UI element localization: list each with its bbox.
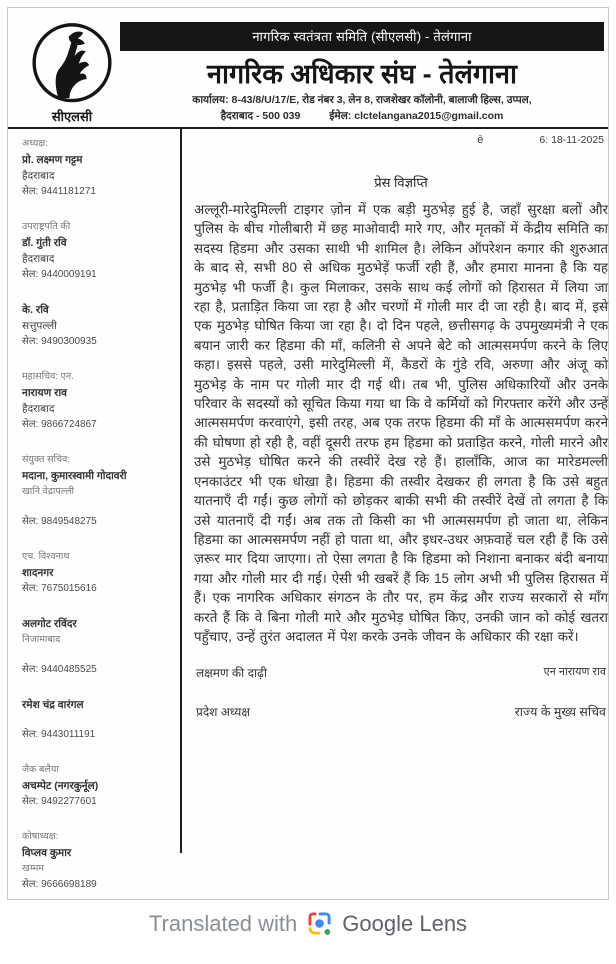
signatory-left <box>196 664 267 720</box>
officer-cell: सेल: 9490300935 <box>22 336 97 347</box>
signatory-title: राज्य के मुख्य सचिव <box>514 705 606 720</box>
address-city: हैदराबाद - 500 039 <box>220 110 301 123</box>
signatory-name: एन नारायण राव <box>543 666 606 679</box>
officer-cell: सेल: 9666698189 <box>22 879 97 890</box>
officer-role: महासचिव: एन. <box>22 371 74 382</box>
officer-cell: सेल: 9443011191 <box>22 729 96 740</box>
officer-entry <box>22 616 174 678</box>
officer-cell: सेल: 9440485525 <box>22 664 97 675</box>
letterhead-document <box>7 7 609 900</box>
officer-entry <box>22 452 174 530</box>
office-address <box>120 92 604 125</box>
officer-place: हैदराबाद <box>22 403 55 415</box>
date-row <box>194 134 608 146</box>
officer-cell: सेल: 9492277601 <box>22 796 97 807</box>
translated-with-label: Translated with <box>148 910 298 936</box>
google-lens-label: Google Lens <box>342 910 468 936</box>
officer-name: प्रो. लक्ष्मण गट्टम <box>22 154 83 166</box>
officer-place: निजामाबाद <box>22 634 61 645</box>
officer-entry <box>22 697 174 743</box>
officer-name: नारायण राव <box>22 387 68 399</box>
column-divider <box>180 129 182 853</box>
signatory-name: लक्षमण की दाढ़ी <box>196 666 267 681</box>
officer-place: हैदराबाद <box>22 170 55 182</box>
officer-place: खम्मम <box>22 863 44 874</box>
officer-place: शादनगर <box>22 567 54 579</box>
officer-cell: सेल: 9441181271 <box>22 186 96 197</box>
officer-cell: सेल: 9849548275 <box>22 516 97 527</box>
officer-entry <box>22 369 174 433</box>
organization-title: नागरिक अधिकार संघ - तेलंगाना <box>206 59 518 89</box>
officer-cell: सेल: 7675015616 <box>22 583 97 594</box>
officer-entry <box>22 302 174 350</box>
officer-cell: सेल: 9866724867 <box>22 419 97 430</box>
officer-entry <box>22 829 174 893</box>
officer-place: हैदराबाद <box>22 253 55 265</box>
address-line1: कार्यालय: 8-43/8/U/17/E, रोड नंबर 3, लेन 8, राजशेखर कॉलोनी, बालाजी हिल्स, उप्पल, <box>192 94 532 106</box>
logo-caption: सीएलसी <box>51 109 93 124</box>
google-lens-icon <box>306 910 333 937</box>
email-text: ईमेल: clctelangana2015@gmail.com <box>329 110 504 123</box>
officer-name: रमेश चंद्र वारंगल <box>22 699 84 711</box>
officer-role: कोषाध्यक्ष: <box>22 831 59 842</box>
officer-place: अचम्पेट (नगरकुर्नूल) <box>22 780 99 792</box>
officer-entry <box>22 219 174 283</box>
officer-name: मदाना, कुमारस्वामी गोदावरी <box>22 470 127 482</box>
officer-name: जैक बलैया <box>22 764 59 775</box>
officer-role: उपराष्ट्रपति की <box>22 221 71 232</box>
officer-name: अलगोट रविंदर <box>22 618 77 630</box>
officer-place: खानि वेद्रापल्ली <box>22 486 74 497</box>
officer-cell: सेल: 9440009191 <box>22 269 97 280</box>
officer-name: डॉ. गुंती रवि <box>22 237 67 249</box>
officer-name: एच. विश्वनाथ <box>22 551 70 562</box>
officer-name: के. रवि <box>22 304 49 316</box>
press-release-body <box>194 134 608 720</box>
officer-place: सत्तुपल्ली <box>22 320 57 332</box>
signatory-title: प्रदेश अध्यक्ष <box>196 705 250 720</box>
office-bearers-sidebar <box>22 136 174 912</box>
committee-banner: नागरिक स्वतंत्रता समिति (सीएलसी) - तेलंगाना <box>120 22 604 51</box>
press-release-heading: प्रेस विज्ञप्ति <box>374 175 428 190</box>
signatory-right <box>515 664 606 720</box>
google-lens-attribution <box>0 910 616 937</box>
officer-entry <box>22 136 174 200</box>
officer-entry <box>22 549 174 597</box>
signature-block <box>194 664 608 720</box>
header-divider <box>8 127 608 129</box>
officer-entry <box>22 762 174 810</box>
officer-role: अध्यक्ष: <box>22 138 48 149</box>
date-value: 6: 18-11-2025 <box>539 134 604 146</box>
clc-logo <box>24 18 120 125</box>
press-release-text: अल्लूरी-मारेदुमिल्ली टाइगर ज़ोन में एक बड़ी मुठभेड़ हुई है, जहाँ सुरक्षा बलों और पुलिस के बीच गोलीबारी में छह माओवादी मारे गए, और मृतकों में केंद्रीय समिति का सदस्य हिडमा और उसका साथी भी शामिल है। लेकिन ऑपरेशन कगार की शुरुआत के बाद से, सभी 80 से अधिक मुठभेड़ें फर्जी रही हैं, और हमारा मानना है कि यह मुठभेड़ भी फर्जी है। कुल मिलाकर, उसके साथ कई लोगों को हिरासत में लिया जा रहा है, प्रताड़ित किया जा रहा है और चरणों में गोली मार दी जा रही है। बाद में, इसे एक मुठभेड़ घोषित किया जा रहा है। दो दिन पहले, छत्तीसगढ़ के उपमुख्यमंत्री ने एक बयान जारी कर हिडमा की माँ, कलिनी से अपने बेटे को आत्मसमर्पण करने के लिए कहा। इससे पहले, उसी मारेदुमिल्ली में, कैडरों के गुंडे रवि, अरुणा और अंजू को मुठभेड़ के नाम पर गोली मार दी गई थी। तब भी, पुलिस अधिकारियों और उनके परिवार के सदस्यों को सूचित किया गया था कि वे कर्मियों को गिरफ्तार करेंगे और उन्हें आत्मसमर्पण करवाएंगे, इसी तरह, अब एक तरफ हिडमा की माँ के आत्मसमर्पण करने की घोषणा हो रही है, वहीं दूसरी तरफ हम हिडमा को प्रताड़ित करने, गोली मारने और उसे मुठभेड़ घोषित करने की तस्वीरें देख रहे हैं। हालाँकि, आज का मारेडमल्ली एनकाउंटर भी एक धोखा है। हिडमा की तस्वीर देखकर ही लगता है कि उसे बहुत यातनाएँ दी गईं। कुछ लोगों को छोड़कर बाकी सभी की तस्वीरें देखें तो लगता है कि उसे यातनाएँ दी गईं। अब तक तो किसी का भी आत्मसमर्पण हो जाता था, लेकिन हिडमा का आत्मसमर्पण नहीं हो पाता था, और इधर-उधर अफ़वाहें चल रही हैं कि उसे ज़रूर मार दिया जाएगा। तो ऐसा लगता है कि हिडमा को निशाना बनाकर बंदी बनाया गया और गोली मार दी गई। ऐसी भी खबरें हैं कि 15 लोग अभी भी पुलिस हिरासत में हैं। एक नागरिक अधिकार संगठन के तौर पर, हम केंद्र और राज्य सरकारों से माँग करते हैं कि वे बिना गोली मारे और मुठभेड़ घोषित किए, उनकी जान को कोई खतरा पहुँचाए, उन्हें तुरंत अदालत में पेश करके उनके जीवन के अधिकार की रक्षा करें। <box>194 202 608 644</box>
date-mark: ē <box>477 134 484 146</box>
officer-role: संयुक्त सचिव: <box>22 454 70 465</box>
officer-name: विप्लव कुमार <box>22 847 72 859</box>
hand-dove-logo-icon <box>26 18 118 104</box>
